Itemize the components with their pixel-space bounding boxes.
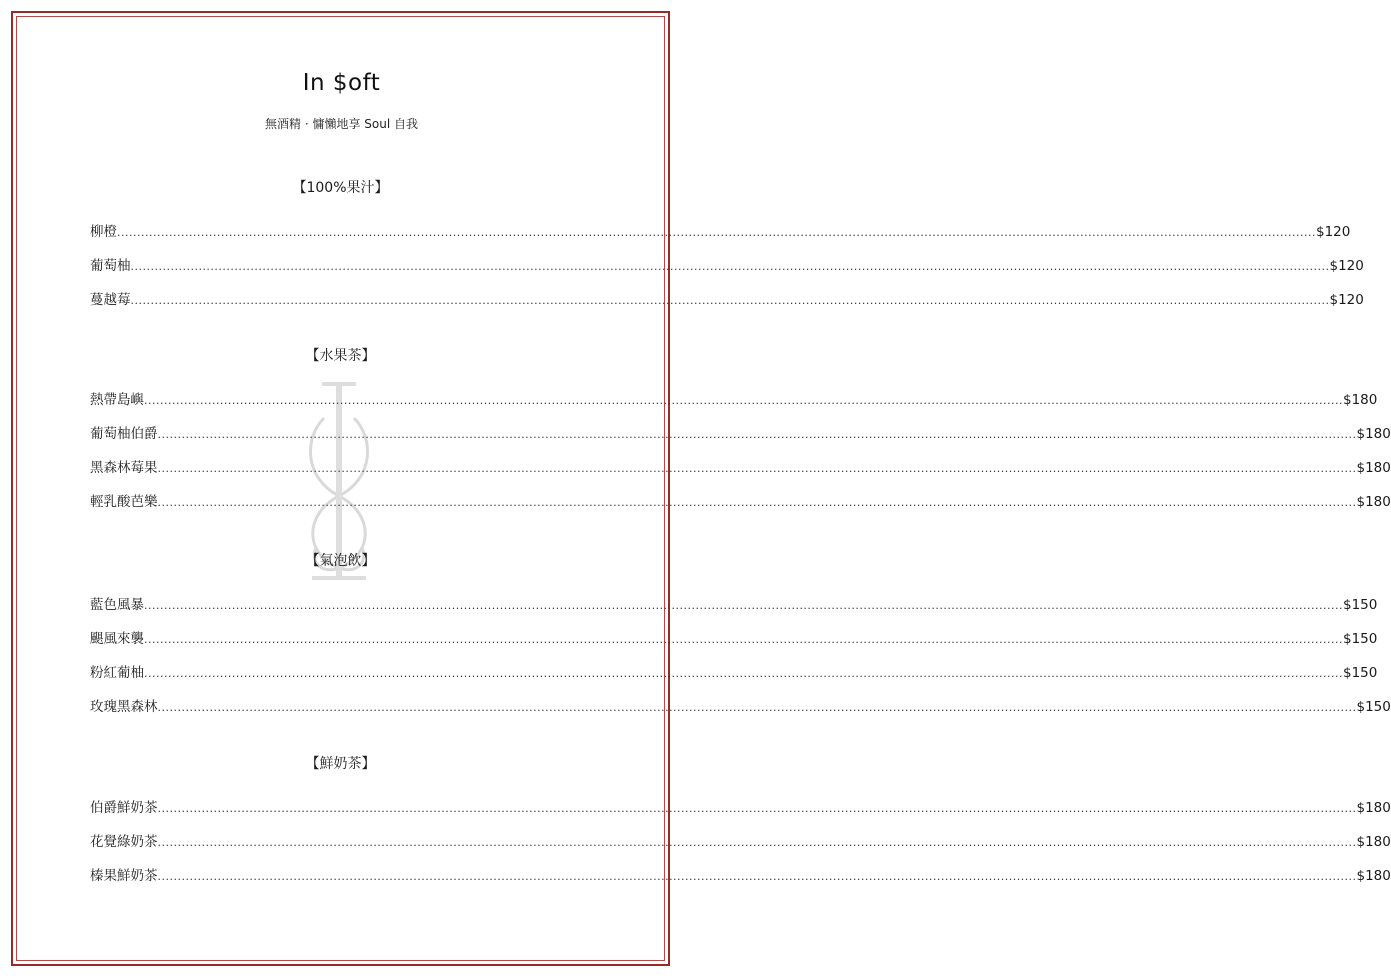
item-price: $180 (1342, 392, 1378, 408)
dot-leader: ............................................................................................................................................................................................................................................................................................................ (130, 260, 1330, 273)
menu-item (90, 825, 1391, 859)
dot-leader: ............................................................................................................................................................................................................................................................................................................ (144, 667, 1343, 680)
item-name: 葡萄柚 (90, 258, 131, 274)
dot-leader: ............................................................................................................................................................................................................................................................................................................ (157, 870, 1357, 883)
menu-item (90, 383, 1378, 417)
menu-item (90, 690, 1391, 724)
section-heading: 【水果茶】 (305, 348, 376, 364)
item-price: $120 (1315, 224, 1351, 240)
item-price: $180 (1356, 868, 1391, 884)
page-subtitle: 無酒精 · 慵懶地享 Soul 自我 (265, 117, 418, 131)
item-name: 柳橙 (90, 224, 117, 240)
dot-leader: ............................................................................................................................................................................................................................................................................................................ (157, 802, 1357, 815)
item-price: $150 (1356, 699, 1391, 715)
dot-leader: ............................................................................................................................................................................................................................................................................................................ (144, 394, 1343, 407)
item-name: 颶風來襲 (90, 631, 144, 647)
item-price: $180 (1356, 426, 1391, 442)
section-heading: 【氣泡飲】 (305, 553, 376, 569)
item-price: $180 (1356, 494, 1391, 510)
menu-item (90, 283, 1364, 317)
dot-leader: ............................................................................................................................................................................................................................................................................................................ (157, 701, 1357, 714)
item-price: $150 (1342, 631, 1378, 647)
item-price: $180 (1356, 460, 1391, 476)
item-name: 粉紅葡柚 (90, 665, 144, 681)
dot-leader: ............................................................................................................................................................................................................................................................................................................ (157, 462, 1357, 475)
item-price: $120 (1329, 292, 1364, 308)
item-name: 輕乳酸芭樂 (90, 494, 158, 510)
item-price: $150 (1342, 597, 1378, 613)
item-name: 伯爵鮮奶茶 (90, 800, 158, 816)
section-heading: 【100%果汁】 (292, 180, 389, 196)
section-juice (90, 179, 1364, 317)
item-price: $150 (1342, 665, 1378, 681)
dot-leader: ............................................................................................................................................................................................................................................................................................................ (157, 428, 1357, 441)
menu-item (90, 215, 1351, 249)
menu-item (90, 656, 1378, 690)
dot-leader: ............................................................................................................................................................................................................................................................................................................ (144, 633, 1343, 646)
dot-leader: ............................................................................................................................................................................................................................................................................................................ (117, 226, 1316, 239)
page-title: In $oft (302, 70, 381, 96)
menu-item (90, 417, 1391, 451)
item-name: 藍色風暴 (90, 597, 144, 613)
item-name: 榛果鮮奶茶 (90, 868, 158, 884)
section-milk-tea (90, 755, 1391, 893)
dot-leader: ............................................................................................................................................................................................................................................................................................................ (157, 496, 1357, 509)
section-heading: 【鮮奶茶】 (305, 756, 376, 772)
menu-item (90, 249, 1364, 283)
dot-leader: ............................................................................................................................................................................................................................................................................................................ (157, 836, 1357, 849)
item-name: 蔓越莓 (90, 292, 131, 308)
menu-item (90, 791, 1391, 825)
item-name: 花覺綠奶茶 (90, 834, 158, 850)
item-name: 玫瑰黑森林 (90, 699, 158, 715)
menu-item (90, 451, 1391, 485)
dot-leader: ............................................................................................................................................................................................................................................................................................................ (144, 599, 1343, 612)
item-name: 葡萄柚伯爵 (90, 426, 158, 442)
section-sparkling (90, 552, 1391, 724)
dot-leader: ............................................................................................................................................................................................................................................................................................................ (130, 294, 1330, 307)
item-name: 黑森林莓果 (90, 460, 158, 476)
item-price: $180 (1356, 834, 1391, 850)
item-name: 熱帶島嶼 (90, 392, 144, 408)
menu-item (90, 485, 1391, 519)
menu-item (90, 622, 1378, 656)
item-price: $120 (1329, 258, 1364, 274)
item-price: $180 (1356, 800, 1391, 816)
menu-item (90, 588, 1378, 622)
section-fruit-tea (90, 347, 1391, 519)
menu-item (90, 859, 1391, 893)
